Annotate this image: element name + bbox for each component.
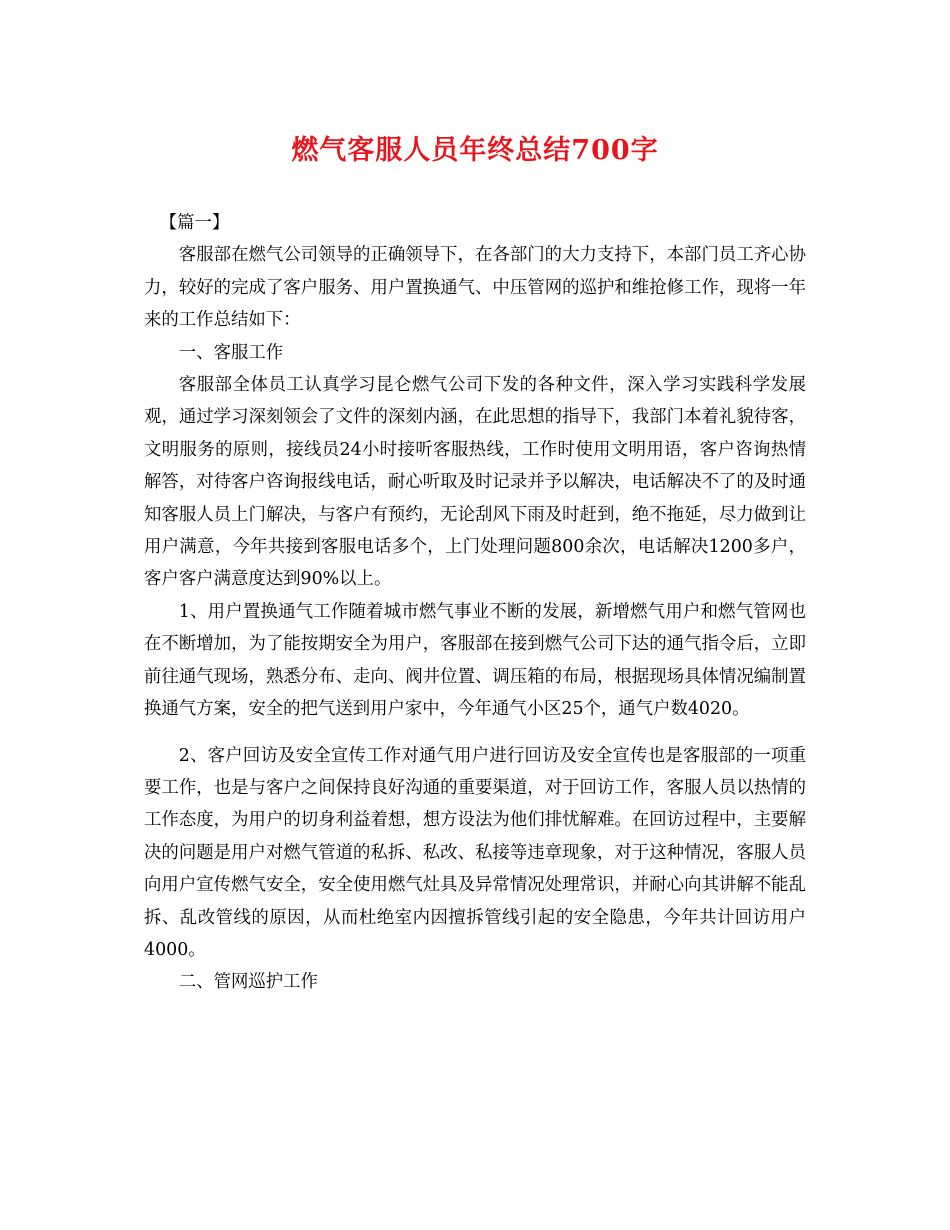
section-label: 【篇一】 bbox=[159, 213, 230, 233]
paragraph-return-visits: 2、客户回访及安全宣传工作对通气用户进行回访及安全宣传也是客服部的一项重要工作，也是与客户之间保持良好沟通的重要渠道，对于回访工作，客服人员以热情的工作态度，为用户的切身利益着想，想方设法为他们排忧解难。在回访过程中，主要解决的问题是用户对燃气管道的私拆、私改、私接等违章现象，对于这种情况，客服人员向用户宣传燃气安全，安全使用燃气灶具及异常情况处理常识，并耐心向其讲解不能乱拆、乱改管线的原因，从而杜绝室内因擅拆管线引起的安全隐患，今年共计回访用户4000。 bbox=[144, 745, 806, 960]
heading-customer-service: 一、客服工作 bbox=[178, 342, 284, 363]
heading-pipeline-patrol: 二、管网巡护工作 bbox=[178, 972, 318, 993]
document-title: 燃气客服人员年终总结700字 bbox=[291, 135, 659, 166]
paragraph-customer-service: 客服部全体员工认真学习昆仑燃气公司下发的各种文件，深入学习实践科学发展观，通过学习深刻领会了文件的深刻内涵，在此思想的指导下，我部门本着礼貌待客，文明服务的原则，接线员24小时接听客服热线，工作时使用文明用语，客户咨询热情解答，对待客户咨询报线电话，耐心听取及时记录并予以解决，电话解决不了的及时通知客服人员上门解决，与客户有预约，无论刮风下雨及时赶到，绝不拖延，尽力做到让用户满意，今年共接到客服电话多个，上门处理问题800余次，电话解决1200多户，客户客户满意度达到90%以上。 bbox=[144, 375, 806, 590]
paragraph-intro: 客服部在燃气公司领导的正确领导下，在各部门的大力支持下，本部门员工齐心协力，较好的完成了客户服务、用户置换通气、中压管网的巡护和维抢修工作，现将一年来的工作总结如下： bbox=[144, 245, 806, 331]
document-body bbox=[144, 207, 806, 999]
paragraph-gas-replacement: 1、用户置换通气工作随着城市燃气事业不断的发展，新增燃气用户和燃气管网也在不断增加，为了能按期安全为用户，客服部在接到燃气公司下达的通气指令后，立即前往通气现场，熟悉分布、走向、阀井位置、调压箱的布局，根据现场具体情况编制置换通气方案，安全的把气送到用户家中，今年通气小区25个，通气户数4020。 bbox=[144, 601, 806, 720]
